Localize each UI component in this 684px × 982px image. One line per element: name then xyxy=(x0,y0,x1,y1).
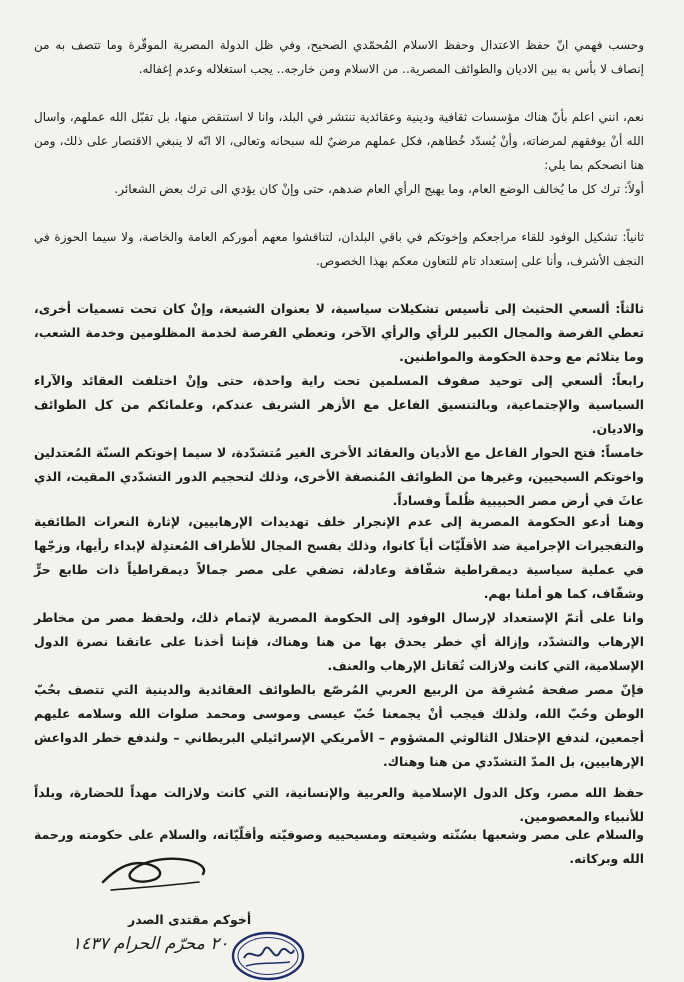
paragraph-institutions: نعم، انني اعلم بأنّ هناك مؤسسات ثقافية ودينية وعقائدية تنتشر في البلد، وانا لا استنقص منها، بل تقبّل الله عملهم، واسال الله أنْ يوفقهم لمرضاته، وأنْ يُسدّد خُطاهم، فكل عملهم مرضيٌ لله سبحانه وتعالى، الا انّه لا ينبغي الاقتصار على ذلك، ومن هنا انصحكم بما يلي: xyxy=(34,110,644,172)
paragraph-fifth: خامساً: فتح الحوار الفاعل مع الأديان والعقائد الأخرى الغير مُتشدّدة، لا سيما إخوتكم السنّة المُعتدلين واخوتكم السيحيين، وغيرها من الطوائف المُنصفة الأخرى، وذلك لتحجيم الدور التشدّدي المقيت، الذي عاثَ في أرض مصر الحبيبية ظُلماً وفساداً. xyxy=(34,445,644,508)
paragraph-government-appeal: وهنا أدعو الحكومة المصرية إلى عدم الإنجرار خلف تهديدات الإرهابيين، لإثارة النعرات الطائفية والتفجيرات الإجرامية ضد الأقلّيّات أياً كانوا، وذلك بفسح المجال للأطراف المُعتدِلة لإبداء رأيها، وزجّها في عملية سياسية ديمقراطية شفّافة وعادلة، تضفي على مصر جمالاً ديمقراطياً ذات طابع حرٍّ وشفّاف، كما هو أملنا بهم. xyxy=(34,514,644,601)
paragraph-delegations: وانا على أتمّ الإستعداد لإرسال الوفود إلى الحكومة المصرية لإتمام ذلك، ولحفظ مصر من مخاطر الإرهاب والتشدّد، وإزالة أي خطر يحدق بها من هنا وهناك، فإننا أخذنا على عاتقنا نصرة الدول الإسلامية، التي كانت ولازالت تُقاتل الإرهاب والعنف. xyxy=(34,610,644,673)
paragraph-closing-salutation: والسلام على مصر وشعبها بسُنّته وشيعته ومسيحييه وصوفيّته وأقلّيّاته، والسلام على حكومته ورحمة الله وبركاته. xyxy=(34,827,644,866)
paragraph-third: ثالثاً: ألسعي الحثيث إلى تأسيس تشكيلات سياسية، لا بعنوان الشيعة، وإنْ كان تحت تسميات أخرى، تعطي الفرصة والمجال الكبير للرأي والرأي الآخر، وتعطي الفرصة لخدمة المظلومين وخدمة الشعب، وما يتلائم مع وحدة الحكومة والمواطنين. xyxy=(34,301,644,364)
paragraph-first: أولاً: ترك كل ما يُخالف الوضع العام، وما يهيج الرأي العام ضدهم، حتى وإنْ كان يؤدي الى ترك بعض الشعائر. xyxy=(114,182,644,196)
official-seal xyxy=(230,930,306,982)
paragraph-second: ثانياً: تشكيل الوفود للقاء مراجعكم وإخوتكم في باقي البلدان، لتناقشوا معهم أموركم العامة والخاصة، ولا سيما الحوزة في النجف الأشرف، وأنا على إستعداد تام للتعاون معكم بهذا الخصوص. xyxy=(34,230,644,268)
signer-name: أخوكم مقتدى الصدر xyxy=(128,912,252,927)
signature-date: ٢٠ محرّم الحرام ١٤٣٧ xyxy=(72,934,229,954)
signature-block xyxy=(40,840,300,960)
paragraph-intro: وحسب فهمي انّ حفظ الاعتدال وحفظ الاسلام المُحمّدي الصحيح، وفي ظل الدولة المصرية الموقّرة وما تتصف به من إنصاف لا بأس به بين الاديان والطوائف المصرية.. من الاسلام ومن خارجه.. يجب استغلاله وعدم إغفاله. xyxy=(34,38,644,76)
paragraph-egypt-spring: فإنّ مصر صفحة مُشرِقة من الربيع العربي المُرصّع بالطوائف العقائدية والدينية التي تتصف بحُبّ الوطن وحُبّ الله، ولذلك فيجب أنْ يجمعنا حُبّ عيسى وموسى ومحمد صلوات الله وسلامه عليهم أجمعين، لندفع الإحتلال الثالوثي المشؤوم – الأمريكي الإسرائيلي البريطاني – ولندفع خطر الدواعش الإرهابيين، بل المدّ التشدّدي من هنا وهناك. xyxy=(34,682,644,769)
paragraph-blessing: حفظ الله مصر، وكل الدول الإسلامية والعربية والإنسانية، التي كانت ولازالت مهداً للحضارة، وبلداً للأنبياء والمعصومين. xyxy=(34,785,644,824)
paragraph-fourth: رابعاً: ألسعي إلى توحيد صفوف المسلمين تحت راية واحدة، حتى وإنْ اختلفت العقائد والآراء السياسية والإجتماعية، وبالتنسيق الفاعل مع الأزهر الشريف عندكم، وعلمائكم من كل الطوائف والاديان. xyxy=(34,373,644,436)
handwritten-signature xyxy=(95,840,215,900)
